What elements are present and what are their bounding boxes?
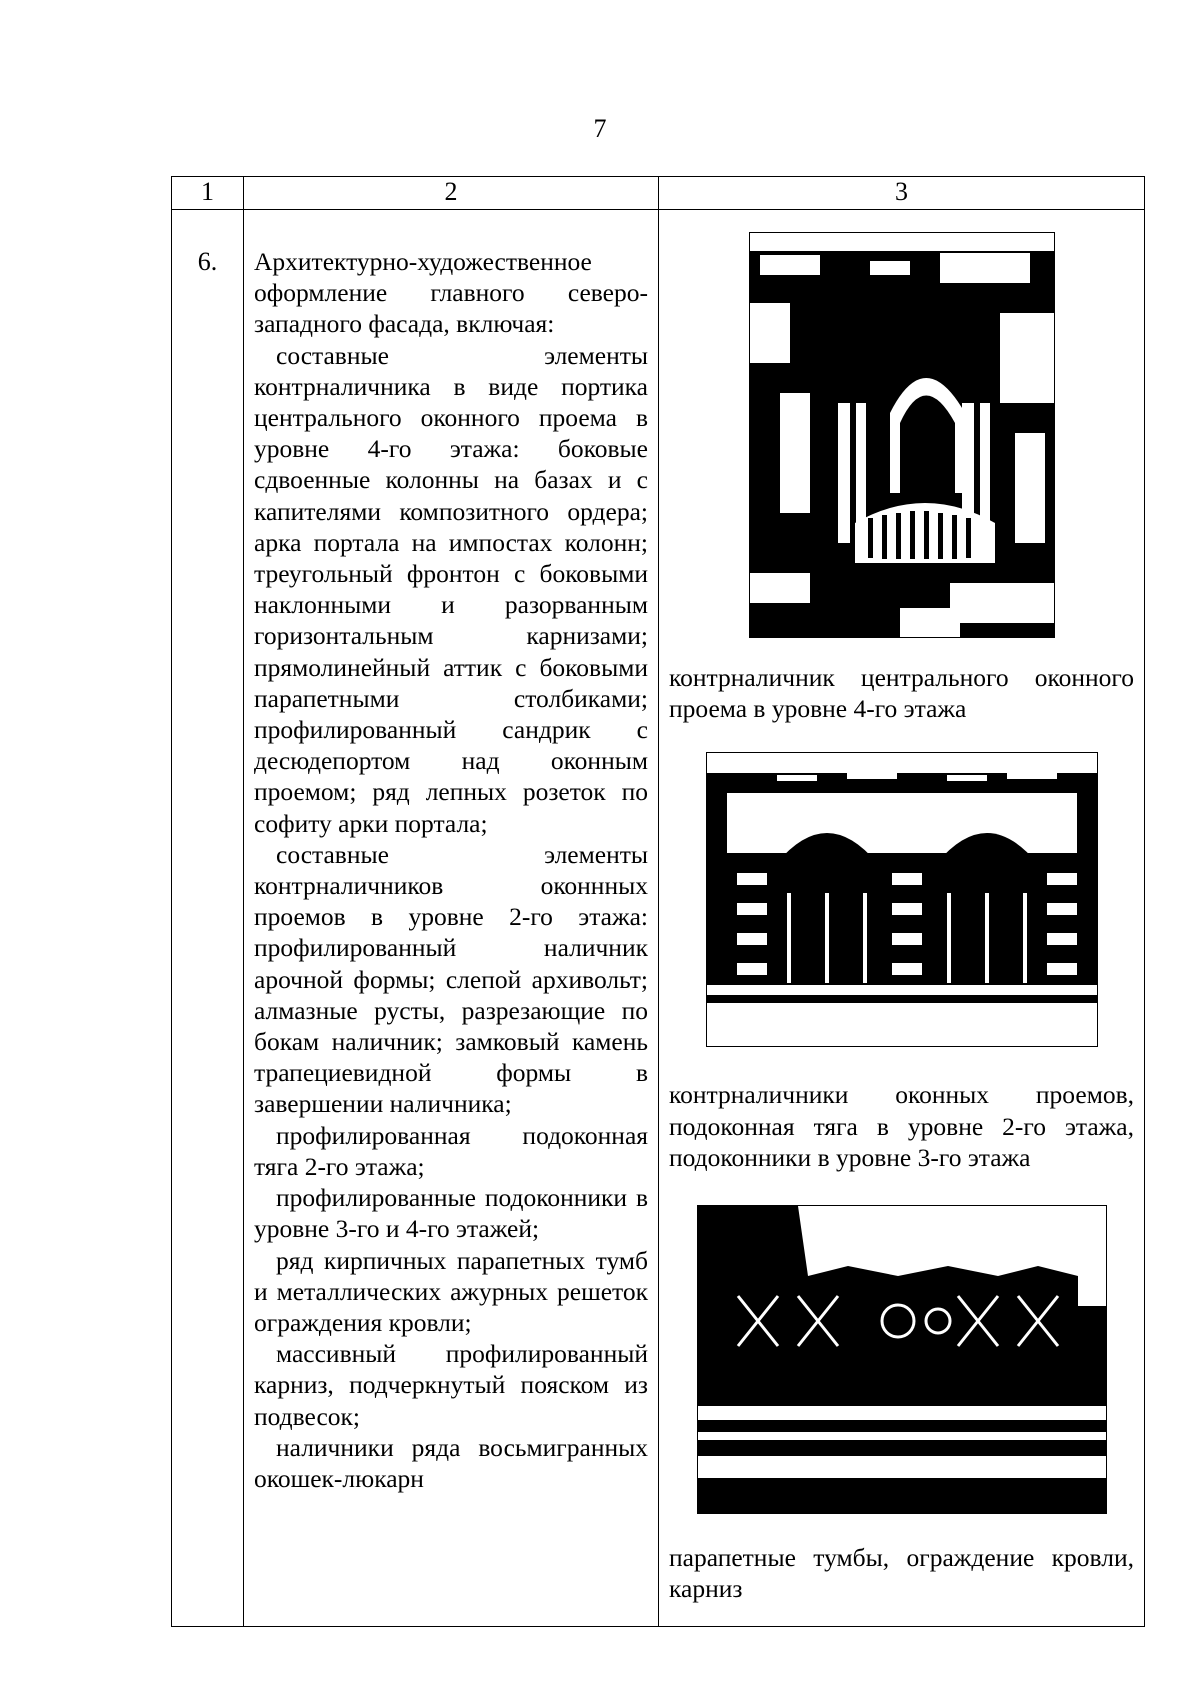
description-cell	[244, 210, 659, 1627]
photo-arched-windows-caption: контрналичники оконных проемов, подоконная тяга в уровне 2-го этажа, подоконники в уровне 3-го этажа	[669, 1080, 1134, 1172]
description-item-dormers: наличники ряда восьмигранных окошек-люкарн	[254, 1432, 648, 1493]
description-item-cornice: массивный профилированный карниз, подчеркнутый пояском из подвесок;	[254, 1339, 648, 1431]
page-number: 7	[593, 114, 607, 143]
table-header-row	[172, 177, 1145, 210]
header-cell-3: 3	[659, 177, 1145, 210]
header-cell-2: 2	[244, 177, 659, 210]
photo-parapet-railing	[697, 1205, 1107, 1514]
table-row	[172, 210, 1145, 1627]
photo-parapet-railing-caption: парапетные тумбы, ограждение кровли, карниз	[669, 1543, 1134, 1604]
header-cell-1: 1	[172, 177, 244, 210]
row-number: 6.	[172, 210, 244, 1627]
description-item-sills: профилированные подоконники в уровне 3-го и 4-го этажей;	[254, 1183, 648, 1244]
description-item-parapet: ряд кирпичных парапетных тумб и металлических ажурных решеток ограждения кровли;	[254, 1245, 648, 1337]
description-intro: Архитектурно-художественное оформление главного северо-западного фасада, включая:	[254, 247, 648, 339]
description-item-window-surrounds: составные элементы контрналичников оконнных проемов в уровне 2-го этажа: профилированный наличник арочной формы; слепой архивольт; алмазные русты, разрезающие по бокам наличник; замковый камень трапециевидной формы в завершении наличника;	[254, 839, 648, 1119]
photos-cell	[659, 210, 1145, 1627]
photo-portico-caption: контрналичник центрального оконного проема в уровне 4-го этажа	[669, 663, 1134, 724]
photo-portico	[749, 232, 1055, 638]
monument-table	[171, 176, 1145, 1627]
photo-arched-windows	[706, 752, 1098, 1047]
description-item-sill-band: профилированная подоконная тяга 2-го этажа;	[254, 1120, 648, 1181]
description-item-portico: составные элементы контрналичника в виде портика центрального оконного проема в уровне 4-го этажа: боковые сдвоенные колонны на базах и с капителями композитного ордера; арка портала на импостах колонн; треугольный фронтон с боковыми наклонными и разорванным горизонтальным карнизами; прямолинейный аттик с боковыми парапетными столбиками; профилированный сандрик с десюдепортом над оконным проемом; ряд лепных розеток по софиту арки портала;	[254, 340, 648, 838]
